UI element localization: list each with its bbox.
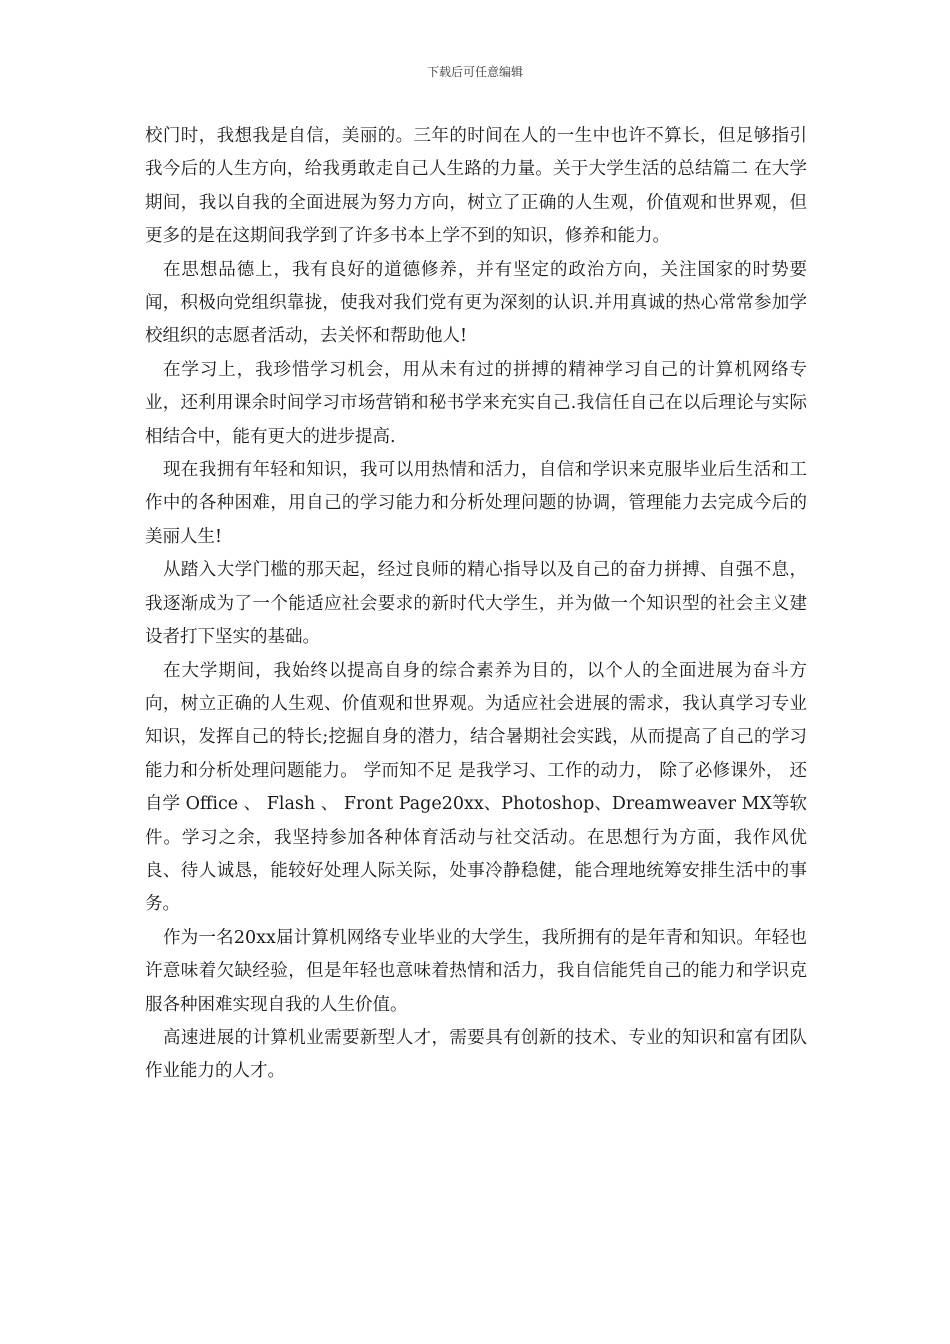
paragraph-5: 从踏入大学门槛的那天起，经过良师的精心指导以及自己的奋力拼搏、自强不息，我逐渐成为了一个能适应社会要求的新时代大学生，并为做一个知识型的社会主义建设者打下坚实的基础。 xyxy=(145,560,807,648)
paragraph-2: 在思想品德上，我有良好的道德修养，并有坚定的政治方向，关注国家的时势要闻，积极向党组织靠拢，使我对我们党有更为深刻的认识.并用真诚的热心常常参加学校组织的志愿者活动，去关怀和帮助他人! xyxy=(145,259,807,347)
page-header: 下载后可任意编辑 xyxy=(426,65,523,79)
paragraph-7: 作为一名20xx届计算机网络专业毕业的大学生，我所拥有的是年青和知识。年轻也许意味着欠缺经验，但是年轻也意味着热情和活力，我自信能凭自己的能力和学识克服各种困难实现自我的人生价值。 xyxy=(145,927,807,1015)
paragraph-4: 现在我拥有年轻和知识，我可以用热情和活力，自信和学识来克服毕业后生活和工作中的各种困难，用自己的学习能力和分析处理问题的协调，管理能力去完成今后的美丽人生! xyxy=(145,460,807,547)
document-body xyxy=(145,120,807,1089)
paragraph-6: 在大学期间，我始终以提高自身的综合素养为目的，以个人的全面进展为奋斗方向，树立正确的人生观、价值观和世界观。为适应社会进展的需求，我认真学习专业知识，发挥自己的特长;挖掘自身的潜力，结合暑期社会实践，从而提高了自己的学习能力和分析处理问题能力。 学而知不足 是我学习、工作的动力， 除了必修课外， 还自学 Office 、 Flash 、 Front Page20xx、Photoshop、Dreamweaver MX等软件。学习之余，我坚持参加各种体育活动与社交活动。在思想行为方面，我作风优良、待人诚恳，能较好处理人际关际，处事冷静稳健，能合理地统筹安排生活中的事务。 xyxy=(145,660,807,915)
paragraph-3: 在学习上，我珍惜学习机会，用从未有过的拼搏的精神学习自己的计算机网络专业，还利用课余时间学习市场营销和秘书学来充实自己.我信任自己在以后理论与实际相结合中，能有更大的进步提高. xyxy=(145,359,807,447)
paragraph-8: 高速进展的计算机业需要新型人才，需要具有创新的技术、专业的知识和富有团队作业能力的人才。 xyxy=(145,1027,807,1082)
paragraph-1: 校门时，我想我是自信，美丽的。三年的时间在人的一生中也许不算长，但足够指引我今后的人生方向，给我勇敢走自己人生路的力量。关于大学生活的总结篇二 在大学期间，我以自我的全面进展为努力方向，树立了正确的人生观，价值观和世界观，但更多的是在这期间我学到了许多书本上学不到的知识，修养和能力。 xyxy=(145,126,807,247)
